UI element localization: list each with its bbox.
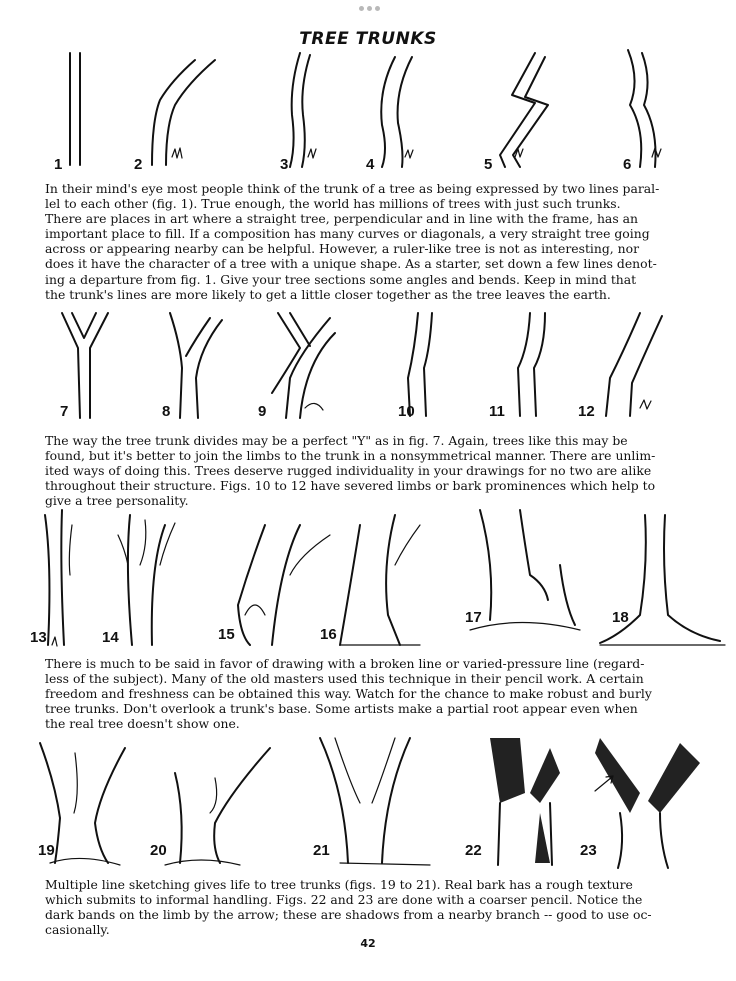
figure-number: 10 [398,403,415,420]
figure-numbers [60,403,595,420]
paragraph-2: The way the tree trunk divides may be a perfect "Y" as in fig. 7. Again, trees like this may be found, but it's better to join the limbs to the trunk in a nonsymmetrical manner. There are unlim- ited ways of doing this. Trees deserve rugged individuality in your drawings for no two are alike throughout their structure. Figs. 10 to 12 have severed limbs or bark prominences which help to give a tree personality. [45,433,656,509]
figure-number: 6 [623,156,632,173]
tree-trunk-illustration [62,313,662,418]
window-drag-handle[interactable] [354,6,384,14]
figure-number: 20 [150,842,167,859]
figure-number: 11 [489,403,505,420]
figure-number: 3 [280,156,289,173]
figures-19-to-23 [0,733,736,878]
figure-number: 5 [484,156,493,173]
figures-13-to-18 [0,505,736,653]
figure-number: 15 [218,626,235,643]
paragraph-4: Multiple line sketching gives life to tree trunks (figs. 19 to 21). Real bark has a rough texture which submits to informal handling. Figs. 22 and 23 are done with a coarser pencil. Notice the dark bands on the limb by the arrow; these are shadows from a nearby branch -- good to use oc- casionally. [45,877,652,938]
figure-number: 18 [612,609,629,626]
figures-1-to-6 [0,45,736,175]
tree-trunk-illustration [40,738,700,868]
figure-number: 2 [134,156,143,173]
figure-number: 4 [366,156,375,173]
figure-number: 21 [313,842,330,859]
figure-number: 9 [258,403,267,420]
paragraph-1: In their mind's eye most people think of the trunk of a tree as being expressed by two lines paral- lel to each other (fig. 1). True enough, the world has millions of trees with just such trunks. There are places in art where a straight tree, perpendicular and in line with the frame, has an important place to fill. If a composition has many curves or diagonals, a very straight tree going across or appearing nearby can be helpful. However, a ruler-like tree is not as interesting, nor does it have the character of a tree with a unique shape. As a starter, set down a few lines denot- ing a departure from fig. 1. Give your tree sections some angles and bends. Keep in mind that the trunk's lines are more likely to get a little closer together as the tree leaves the earth. [45,181,660,302]
figure-numbers [38,842,597,859]
figure-number: 16 [320,626,337,643]
figure-number: 1 [54,156,63,173]
page-number: 42 [360,937,376,950]
figure-number: 7 [60,403,69,420]
page-title: TREE TRUNKS [299,29,437,49]
figure-number: 13 [30,629,47,646]
tree-trunk-illustration [70,50,661,167]
figures-7-to-12 [0,308,736,420]
figure-number: 23 [580,842,597,859]
figure-number: 8 [162,403,171,420]
figure-numbers [54,156,631,173]
figure-number: 17 [465,609,482,626]
figure-number: 22 [465,842,482,859]
figure-number: 14 [102,629,119,646]
figure-number: 19 [38,842,55,859]
paragraph-3: There is much to be said in favor of drawing with a broken line or varied-pressure line (regard- less of the subject). Many of the old masters used this technique in their pencil work. A certain freedom and freshness can be obtained this way. Watch for the chance to make robust and burly tree trunks. Don't overlook a trunk's base. Some artists make a partial root appear even when the real tree doesn't show one. [45,656,652,732]
figure-numbers [30,609,629,646]
figure-number: 12 [578,403,595,420]
